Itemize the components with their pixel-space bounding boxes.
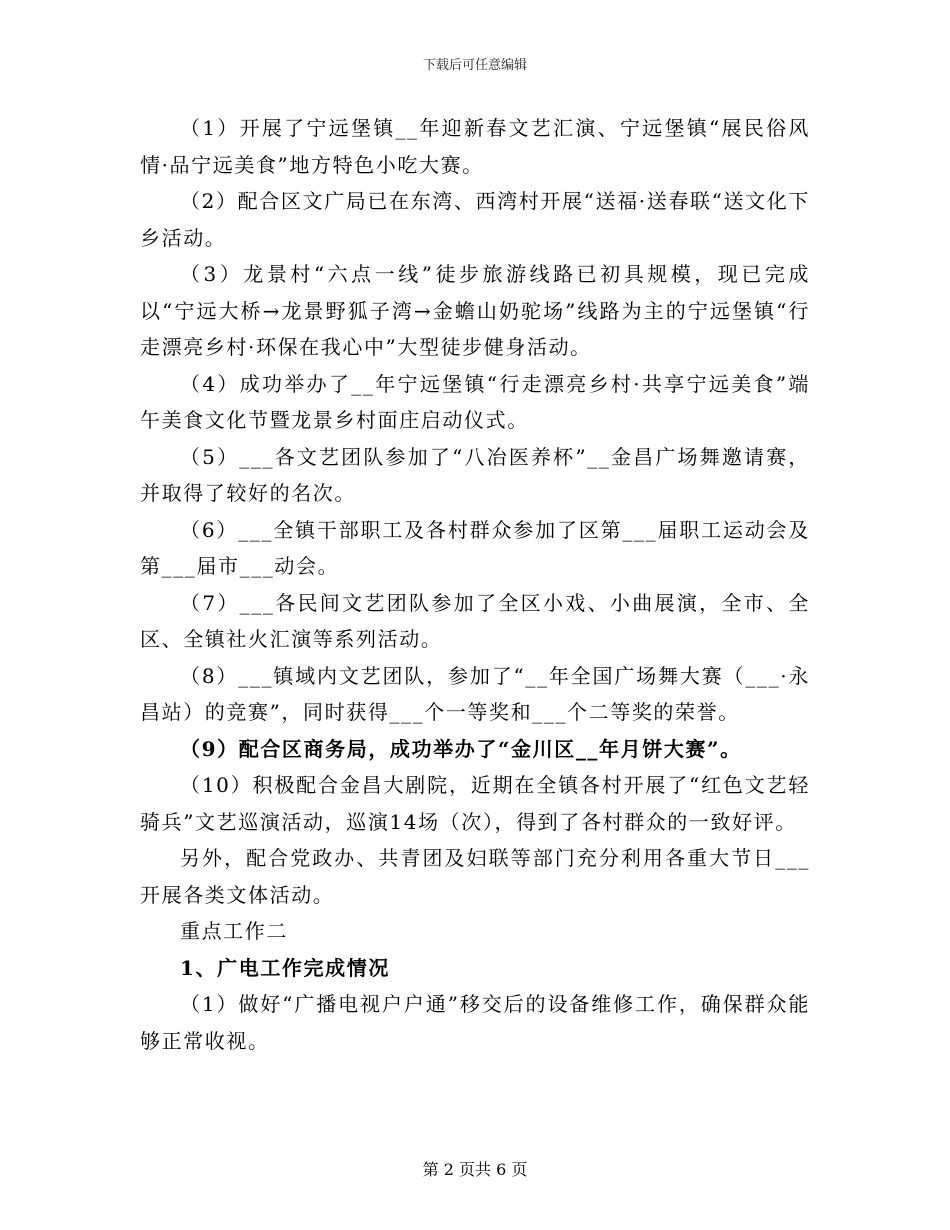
paragraph-item-8: （8）___镇域内文艺团队，参加了“__年全国广场舞大赛（___·永昌站）的竞赛”，同时获得___个一等奖和___个二等奖的荣誉。 [140,663,810,724]
page-number-footer: 第 2 页共 6 页 [422,1160,528,1179]
paragraph-item-3: （3）龙景村“六点一线”徒步旅游线路已初具规模，现已完成以“宁远大桥→龙景野狐子湾→金蟾山奶驼场”线路为主的宁远堡镇“行走漂亮乡村·环保在我心中”大型徒步健身活动。 [140,262,810,359]
paragraph-additional: 另外，配合党政办、共青团及妇联等部门充分利用各重大节日___开展各类文体活动。 [140,846,810,907]
section-heading-key-work-2: 重点工作二 [180,919,288,943]
paragraph-item-10: （10）积极配合金昌大剧院，近期在全镇各村开展了“红色文艺轻骑兵”文艺巡演活动，巡演14场（次），得到了各村群众的一致好评。 [140,773,810,834]
subsection-heading-broadcast: 1、广电工作完成情况 [180,955,390,980]
paragraph-item-9: （9）配合区商务局，成功举办了“金川区__年月饼大赛”。 [180,736,742,761]
document-body [140,110,810,1059]
page-header-note: 下载后可任意编辑 [422,58,527,73]
paragraph-item-5: （5）___各文艺团队参加了“八冶医养杯”__金昌广场舞邀请赛，并取得了较好的名次。 [140,444,810,505]
paragraph-item-7: （7）___各民间文艺团队参加了全区小戏、小曲展演，全市、全区、全镇社火汇演等系列活动。 [140,590,810,651]
paragraph-item-4: （4）成功举办了__年宁远堡镇“行走漂亮乡村·共享宁远美食”端午美食文化节暨龙景乡村面庄启动仪式。 [140,371,810,432]
paragraph-item-2: （2）配合区文广局已在东湾、西湾村开展“送福·送春联“送文化下乡活动。 [140,189,810,250]
paragraph-item-6: （6）___全镇干部职工及各村群众参加了区第___届职工运动会及第___届市___动会。 [140,517,810,578]
paragraph-broadcast-1: （1）做好“广播电视户户通”移交后的设备维修工作，确保群众能够正常收视。 [140,992,810,1053]
paragraph-item-1: （1）开展了宁远堡镇__年迎新春文艺汇演、宁远堡镇“展民俗风情·品宁远美食”地方特色小吃大赛。 [140,116,810,177]
